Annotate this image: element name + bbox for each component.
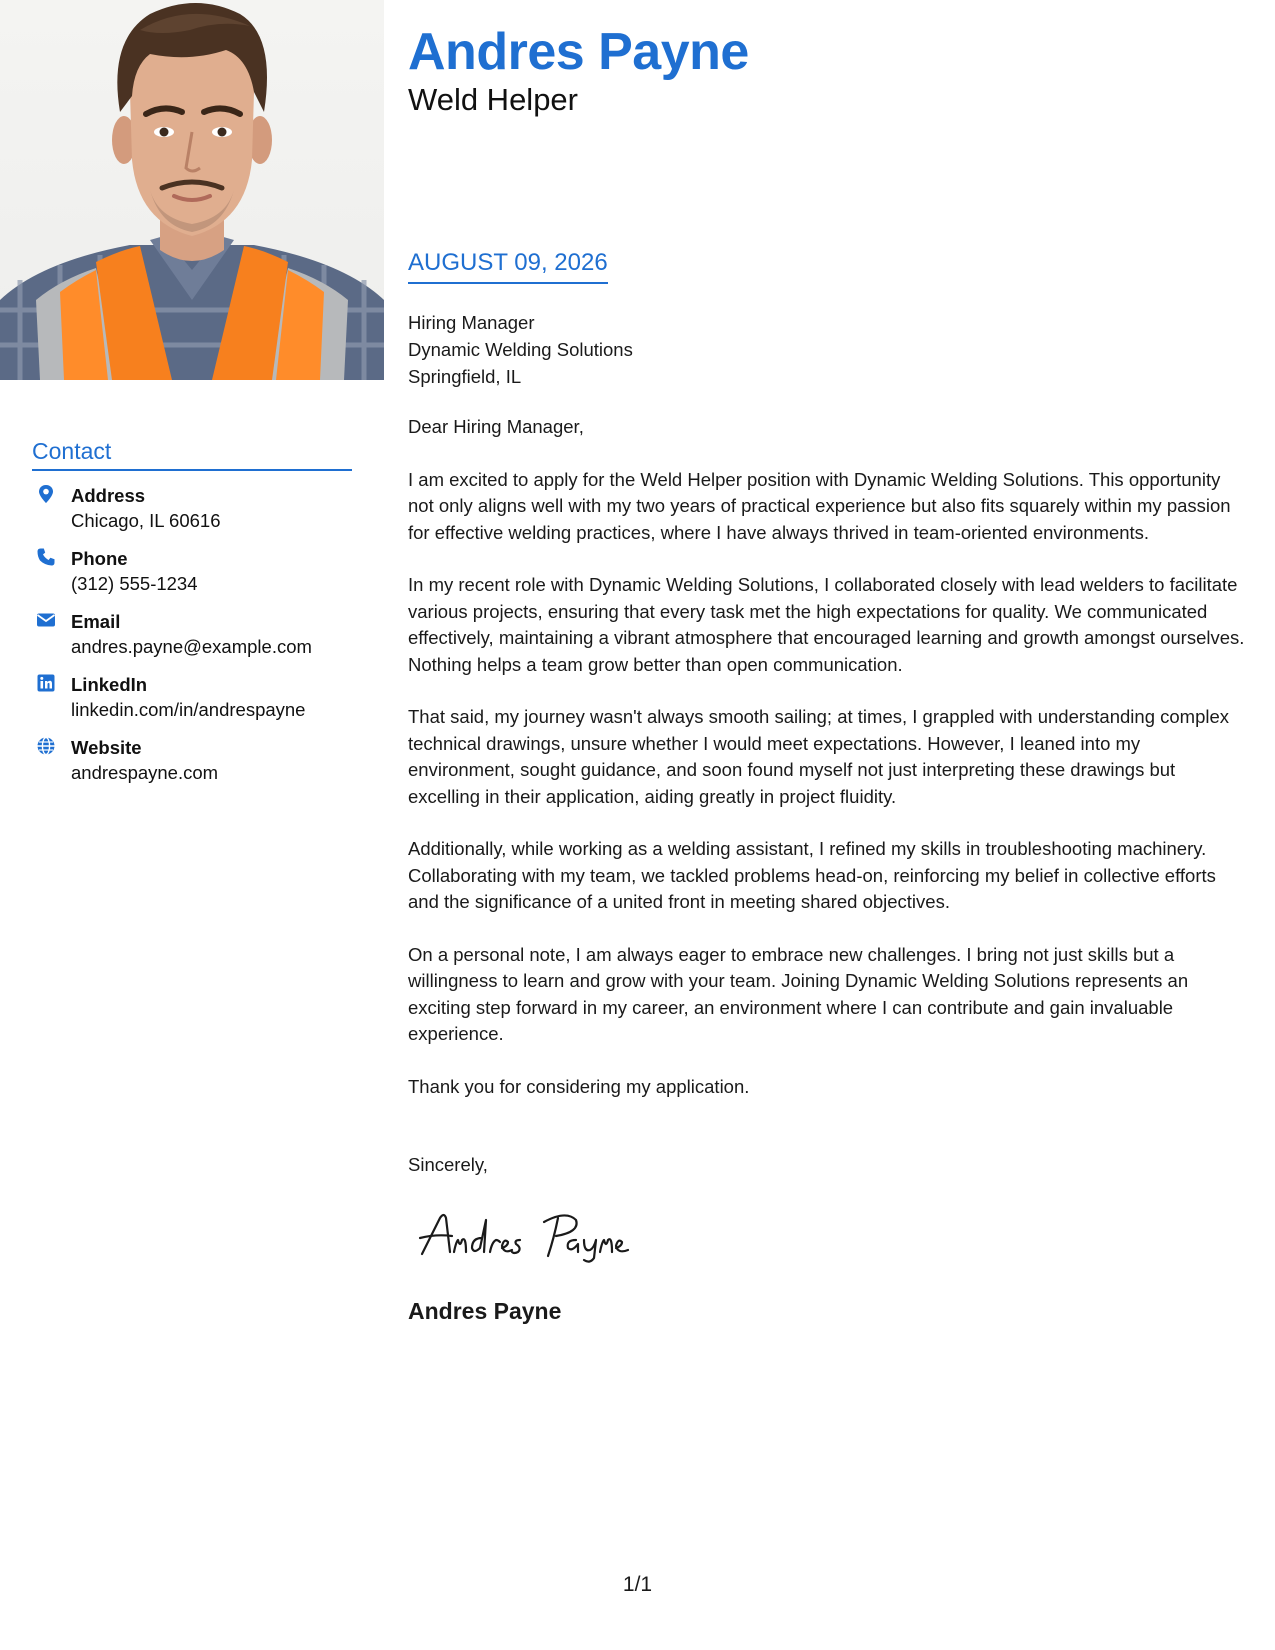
contact-label: LinkedIn [71,674,148,695]
closing: Sincerely, [408,1154,488,1175]
contact-value[interactable]: linkedin.com/in/andrespayne [71,699,306,720]
salutation: Dear Hiring Manager, [408,416,584,437]
contact-value: Chicago, IL 60616 [71,510,221,531]
letter-paragraph: On a personal note, I am always eager to embrace new challenges. I bring not just skills but a willingness to learn and grow with your team. Joining Dynamic Welding Solutions represents an exciting step forward in my career, an environment where I can contribute and gain invaluable experience. [408,943,1189,1044]
linkedin-icon [36,673,56,693]
profile-photo [0,0,384,380]
letter-date: AUGUST 09, 2026 [408,249,608,284]
recipient-title: Hiring Manager [408,312,535,333]
contact-label: Website [71,737,142,758]
contact-list [32,483,362,798]
contact-item-email [32,609,362,672]
map-pin-icon [36,484,56,504]
contact-item-phone [32,546,362,609]
recipient-company: Dynamic Welding Solutions [408,339,633,360]
recipient-location: Springfield, IL [408,366,522,387]
globe-icon [36,736,56,756]
contact-value: (312) 555-1234 [71,573,198,594]
phone-icon [36,547,56,567]
applicant-name: Andres Payne [408,23,749,81]
letter-paragraph: Thank you for considering my application. [408,1075,750,1097]
contact-label: Email [71,611,121,632]
contact-section-title: Contact [32,438,352,471]
contact-item-linkedin [32,672,362,735]
contact-value[interactable]: andrespayne.com [71,762,219,783]
contact-item-address [32,483,362,546]
letter-body [408,414,1248,1126]
contact-item-website [32,735,362,798]
page-number: 1/1 [622,1573,653,1596]
letter-paragraph: I am excited to apply for the Weld Helper position with Dynamic Welding Solutions. This opportunity not only aligns well with my two years of practical experience but also fits squarely within my passion for effective welding practices, where I have always thrived in team-oriented environments. [408,468,1231,543]
job-title: Weld Helper [408,82,579,117]
profile-photo-illustration [0,0,384,380]
contact-value[interactable]: andres.payne@example.com [71,636,312,657]
handwritten-signature [416,1208,656,1269]
recipient-block [408,309,633,390]
contact-label: Address [71,485,146,506]
signer-name: Andres Payne [408,1298,562,1324]
letter-paragraph: In my recent role with Dynamic Welding Solutions, I collaborated closely with lead welders to facilitate various projects, ensuring that every task met the high expectations for quality. We communicated effectively, maintaining a vibrant atmosphere that encouraged learning and growth amongst ourselves. Nothing helps a team grow better than open communication. [408,574,1245,675]
contact-label: Phone [71,548,128,569]
envelope-icon [36,610,56,630]
letter-paragraph: Additionally, while working as a welding assistant, I refined my skills in troubleshooting machinery. Collaborating with my team, we tackled problems head-on, reinforcing my belief in collective efforts and the significance of a united front in meeting shared objectives. [408,838,1216,912]
signature-drawing [416,1208,656,1264]
letter-paragraph: That said, my journey wasn't always smooth sailing; at times, I grappled with understanding complex technical drawings, unsure whether I would meet expectations. However, I leaned into my environment, sought guidance, and soon found myself not just interpreting these drawings but excelling in their application, aiding greatly in project fluidity. [408,706,1230,807]
